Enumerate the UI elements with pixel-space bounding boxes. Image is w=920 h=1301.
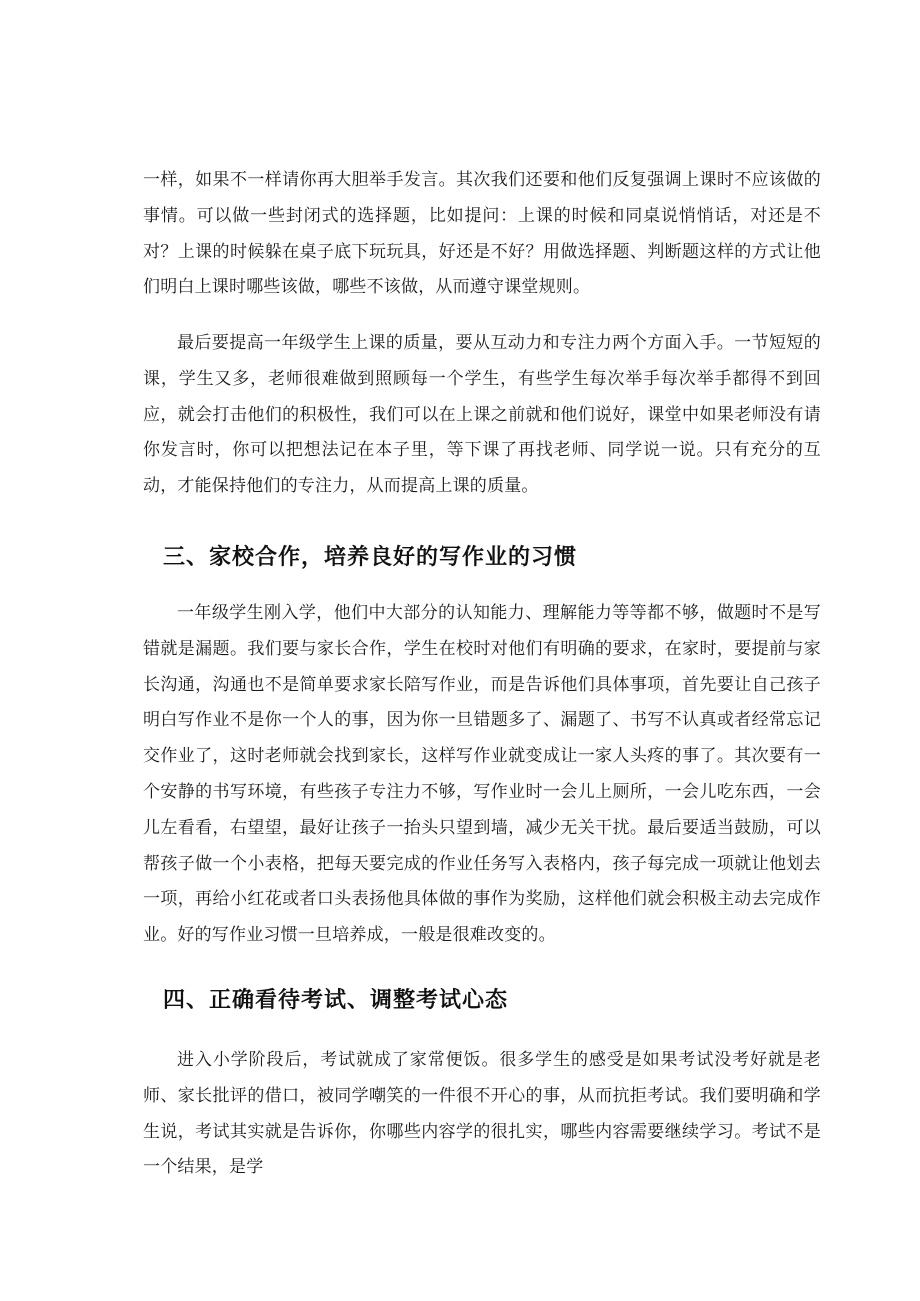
- paragraph-1: 一样，如果不一样请你再大胆举手发言。其次我们还要和他们反复强调上课时不应该做的事情。可以做一些封闭式的选择题，比如提问：上课的时候和同桌说悄悄话，对还是不对？上课的时候躲在桌子底下玩玩具，好还是不好？用做选择题、判断题这样的方式让他们明白上课时哪些该做，哪些不该做，从而遵守课堂规则。: [143, 170, 821, 298]
- paragraph-3: 一年级学生刚入学，他们中大部分的认知能力、理解能力等等都不够，做题时不是写错就是漏题。我们要与家长合作，学生在校时对他们有明确的要求，在家时，要提前与家长沟通，沟通也不是简单要求家长陪写作业，而是告诉他们具体事项，首先要让自己孩子明白写作业不是你一个人的事，因为你一旦错题多了、漏题了、书写不认真或者经常忘记交作业了，这时老师就会找到家长，这样写作业就变成让一家人头疼的事了。其次要有一个安静的书写环境，有些孩子专注力不够，写作业时一会儿上厕所，一会儿吃东西，一会儿左看看，右望望，最好让孩子一抬头只望到墙，减少无关干扰。最后要适当鼓励，可以帮孩子做一个小表格，把每天要完成的作业任务写入表格内，孩子每完成一项就让他划去一项，再给小红花或者口头表扬他具体做的事作为奖励，这样他们就会积极主动去完成作业。好的写作业习惯一旦培养成，一般是很难改变的。: [143, 603, 821, 946]
- section-heading-3: 三、家校合作，培养良好的写作业的习惯: [163, 544, 578, 570]
- paragraph-2: 最后要提高一年级学生上课的质量，要从互动力和专注力两个方面入手。一节短短的课，学生又多，老师很难做到照顾每一个学生，有些学生每次举手每次举手都得不到回应，就会打击他们的积极性，我们可以在上课之前就和他们说好，课堂中如果老师没有请你发言时，你可以把想法记在本子里，等下课了再找老师、同学说一说。只有充分的互动，才能保持他们的专注力，从而提高上课的质量。: [143, 333, 821, 497]
- section-heading-4: 四、正确看待考试、调整考试心态: [163, 987, 509, 1013]
- paragraph-4: 进入小学阶段后，考试就成了家常便饭。很多学生的感受是如果考试没考好就是老师、家长批评的借口，被同学嘲笑的一件很不开心的事，从而抗拒考试。我们要明确和学生说，考试其实就是告诉你，你哪些内容学的很扎实，哪些内容需要继续学习。考试不是一个结果，是学: [143, 1050, 821, 1178]
